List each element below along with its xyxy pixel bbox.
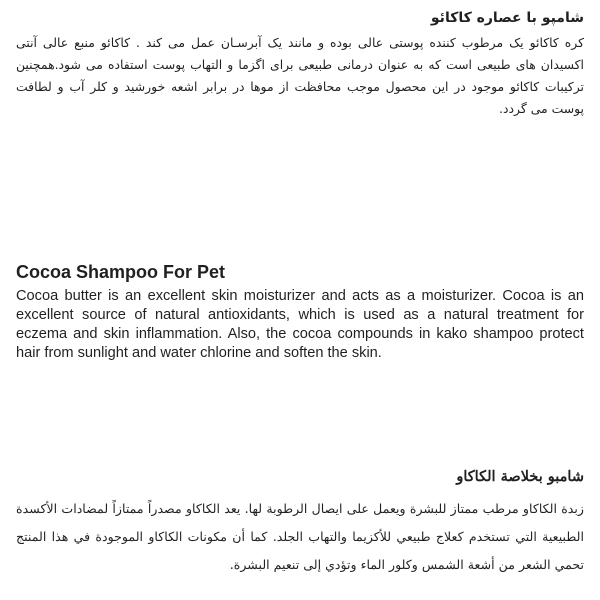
english-title: Cocoa Shampoo For Pet — [16, 262, 226, 282]
persian-description-section — [16, 10, 584, 120]
persian-title: شامپو با عصاره کاکائو — [430, 10, 584, 26]
arabic-description-section — [16, 468, 584, 579]
english-description-section — [16, 262, 584, 363]
arabic-title: شامبو بخلاصة الكاكاو — [456, 468, 584, 485]
english-body: Cocoa butter is an excellent skin moisturizer and acts as a moisturizer. Cocoa is an excellent source of natural antioxidants, which is used as a natural treatment for eczema and skin inflammation. Also, the cocoa compounds in kako shampoo protect hair from sunlight and water chlorine and soften the skin. — [16, 288, 584, 361]
arabic-body: زبدة الكاكاو مرطب ممتاز للبشرة ويعمل على ايصال الرطوبة لها. يعد الكاكاو مصدراً ممتازاً لمضادات الأكسدة الطبيعية التي تستخدم كعلاج طبيعي للأكزيما والتهاب الجلد. كما أن مكونات الكاكاو الموجودة في هذا المنتج تحمي الشعر من أشعة الشمس وكلور الماء وتؤدي إلى تنعيم البشرة. — [16, 501, 584, 572]
persian-body: کره کاکائو یک مرطوب کننده پوستی عالی بوده و مانند یک آبرسـان عمل می کند . کاکائو منبع عالی آنتی اکسیدان های طبیعی است که به عنوان درمانی طبیعی برای اگزما و التهاب پوست استفاده می شود.همچنین ترکیبات کاکائو موجود در این محصول موجب محافظت از موها در برابر اشعه خورشید و کلر آب و لطافت پوست می گردد. — [16, 35, 584, 116]
